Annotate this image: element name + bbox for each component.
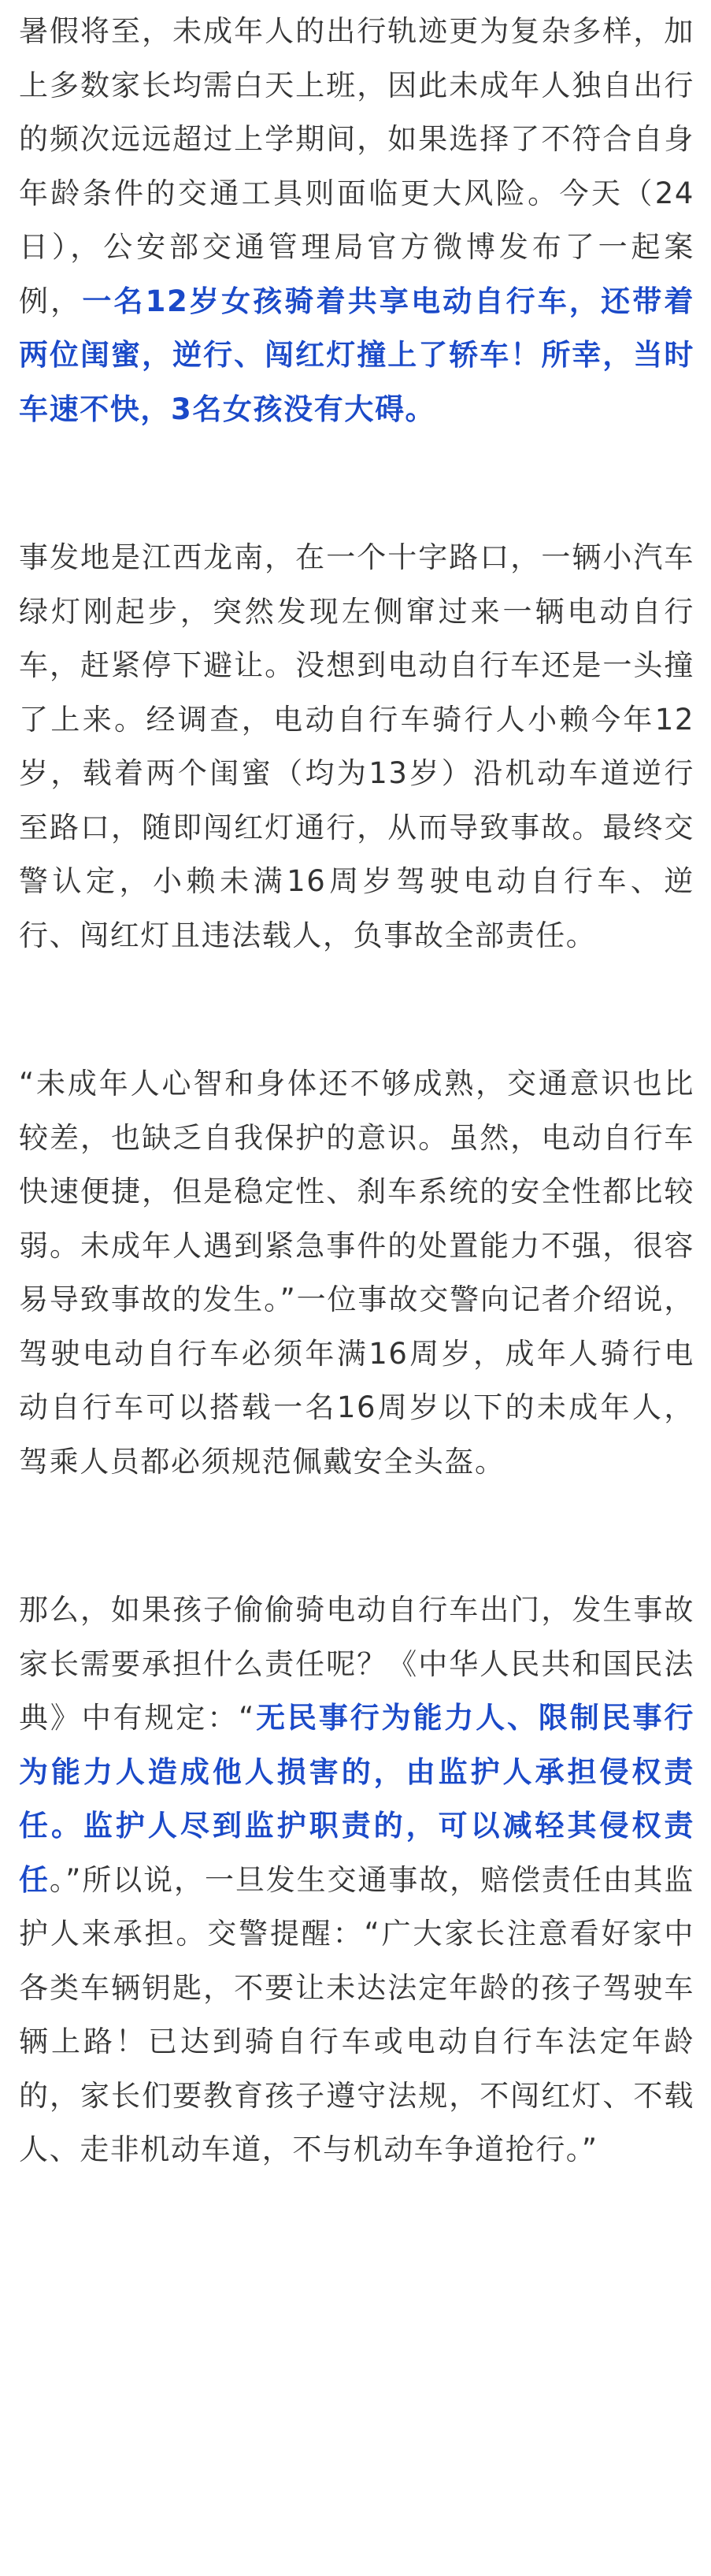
paragraph-text: 那么，如果孩子偷偷骑电动自行车出门，发生事故家长需要承担什么责任呢？《中华人民共和国民法典》中有规定：“ (19, 1593, 694, 1735)
article-body (19, 5, 694, 2177)
paragraph-text: “未成年人心智和身体还不够成熟，交通意识也比较差，也缺乏自我保护的意识。虽然，电动自行车快速便捷，但是稳定性、刹车系统的安全性都比较弱。未成年人遇到紧急事件的处置能力不强，很容易导致事故的发生。”一位事故交警向记者介绍说，驾驶电动自行车必须年满16周岁，成年人骑行电动自行车可以搭载一名16周岁以下的未成年人，驾乘人员都必须规范佩戴安全头盔。 (19, 1067, 694, 1479)
highlighted-text: 无民事行为能力人、限制民事行为能力人造成他人损害的，由监护人承担侵权责任。监护人尽到监护职责的，可以减轻其侵权责任 (19, 1701, 694, 1897)
paragraph-police-quote (19, 1057, 694, 1489)
highlighted-text: 一名12岁女孩骑着共享电动自行车，还带着两位闺蜜，逆行、闯红灯撞上了轿车！所幸，当时车速不快，3名女孩没有大碍。 (19, 284, 694, 426)
paragraph-spacer (19, 963, 694, 1057)
paragraph-text: 暑假将至，未成年人的出行轨迹更为复杂多样，加上多数家长均需白天上班，因此未成年人独自出行的频次远远超过上学期间，如果选择了不符合自身年龄条件的交通工具则面临更大风险。今天（24日），公安部交通管理局官方微博发布了一起案例， (19, 14, 694, 318)
paragraph-incident-intro (19, 5, 694, 436)
paragraph-text: 事发地是江西龙南，在一个十字路口，一辆小汽车绿灯刚起步，突然发现左侧窜过来一辆电动自行车，赶紧停下避让。没想到电动自行车还是一头撞了上来。经调查，电动自行车骑行人小赖今年12岁，载着两个闺蜜（均为13岁）沿机动车道逆行至路口，随即闯红灯通行，从而导致事故。最终交警认定，小赖未满16周岁驾驶电动自行车、逆行、闯红灯且违法载人，负事故全部责任。 (19, 540, 694, 952)
paragraph-legal-responsibility (19, 1583, 694, 2177)
paragraph-text: 。”所以说，一旦发生交通事故，赔偿责任由其监护人来承担。交警提醒：“广大家长注意看好家中各类车辆钥匙，不要让未达法定年龄的孩子驾驶车辆上路！已达到骑自行车或电动自行车法定年龄的，家长们要教育孩子遵守法规，不闯红灯、不载人、走非机动车道，不与机动车争道抢行。” (19, 1862, 694, 2166)
paragraph-spacer (19, 436, 694, 531)
paragraph-incident-details (19, 531, 694, 963)
paragraph-spacer (19, 1489, 694, 1583)
